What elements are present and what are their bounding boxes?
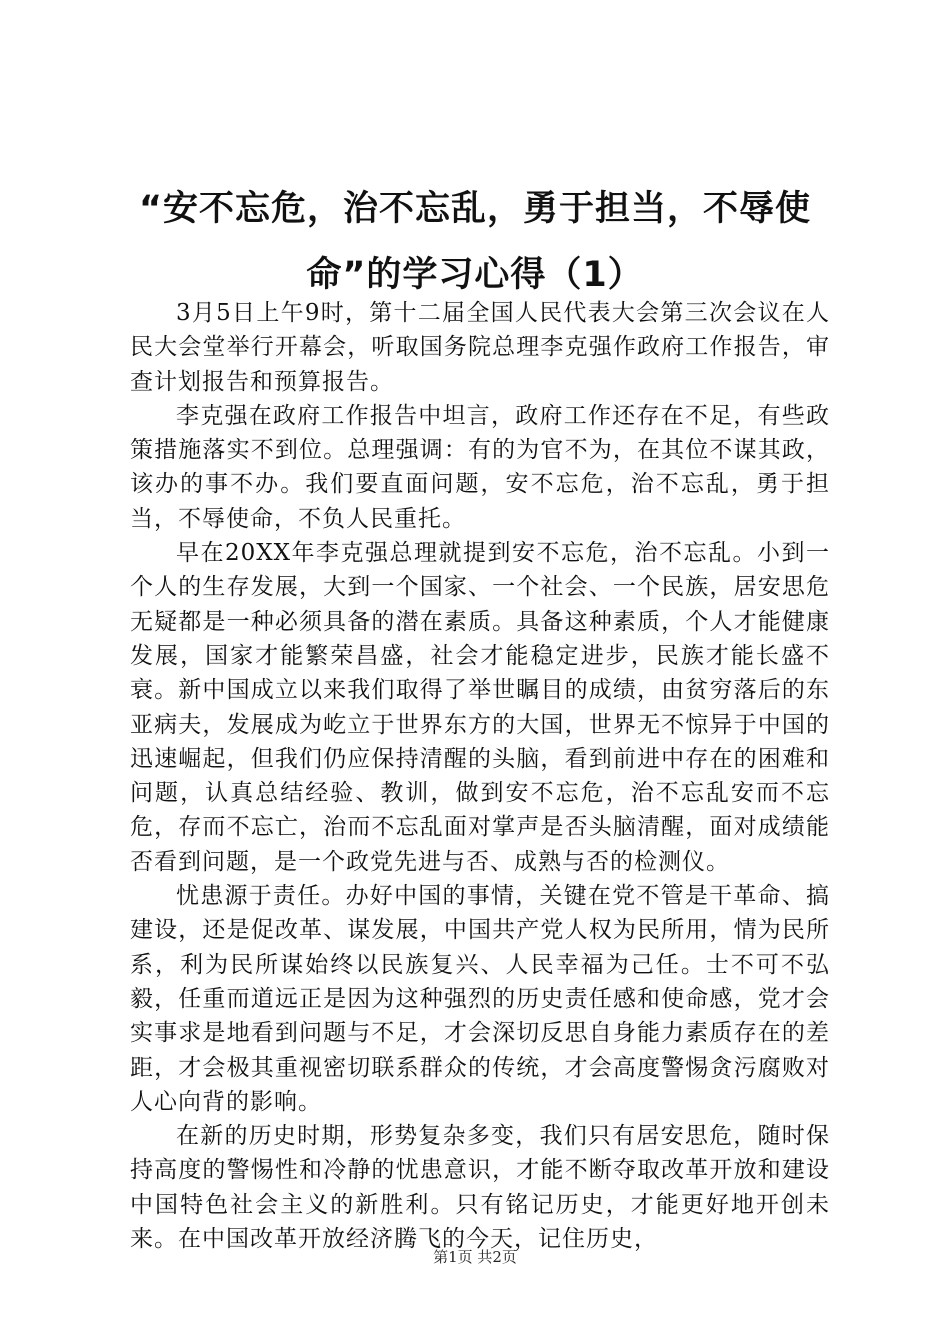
document-title (120, 176, 830, 308)
page-number-footer: 第1页 共2页 (433, 1248, 517, 1266)
paragraph-5: 在新的历史时期，形势复杂多变，我们只有居安思危，随时保持高度的警惕性和冷静的忧患意识，才能不断夺取改革开放和建设中国特色社会主义的新胜利。只有铭记历史，才能更好地开创未来。在中国改革开放经济腾飞的今天，记住历史， (130, 1123, 830, 1253)
paragraph-2: 李克强在政府工作报告中坦言，政府工作还存在不足，有些政策措施落实不到位。总理强调：有的为官不为，在其位不谋其政，该办的事不办。我们要直面问题，安不忘危，治不忘乱，勇于担当，不辱使命，不负人民重托。 (130, 402, 830, 532)
document-body (130, 296, 830, 1256)
title-line-2: 命”的学习心得（1） (306, 255, 644, 295)
title-line-1: “安不忘危，治不忘乱，勇于担当，不辱使 (138, 189, 811, 229)
paragraph-1: 3月5日上午9时，第十二届全国人民代表大会第三次会议在人民大会堂举行开幕会，听取国务院总理李克强作政府工作报告，审查计划报告和预算报告。 (130, 300, 830, 395)
paragraph-4: 忧患源于责任。办好中国的事情，关键在党不管是干革命、搞建设，还是促改革、谋发展，中国共产党人权为民所用，情为民所系，利为民所谋始终以民族复兴、人民幸福为己任。士不可不弘毅，任重而道远正是因为这种强烈的历史责任感和使命感，党才会实事求是地看到问题与不足，才会深切反思自身能力素质存在的差距，才会极其重视密切联系群众的传统，才会高度警惕贪污腐败对人心向背的影响。 (130, 883, 830, 1115)
paragraph-3: 早在20XX年李克强总理就提到安不忘危，治不忘乱。小到一个人的生存发展，大到一个国家、一个社会、一个民族，居安思危无疑都是一种必须具备的潜在素质。具备这种素质，个人才能健康发展，国家才能繁荣昌盛，社会才能稳定进步，民族才能长盛不衰。新中国成立以来我们取得了举世瞩目的成绩，由贫穷落后的东亚病夫，发展成为屹立于世界东方的大国，世界无不惊异于中国的迅速崛起，但我们仍应保持清醒的头脑，看到前进中存在的困难和问题，认真总结经验、教训，做到安不忘危，治不忘乱安而不忘危，存而不忘亡，治而不忘乱面对掌声是否头脑清醒，面对成绩能否看到问题，是一个政党先进与否、成熟与否的检测仪。 (130, 540, 830, 875)
